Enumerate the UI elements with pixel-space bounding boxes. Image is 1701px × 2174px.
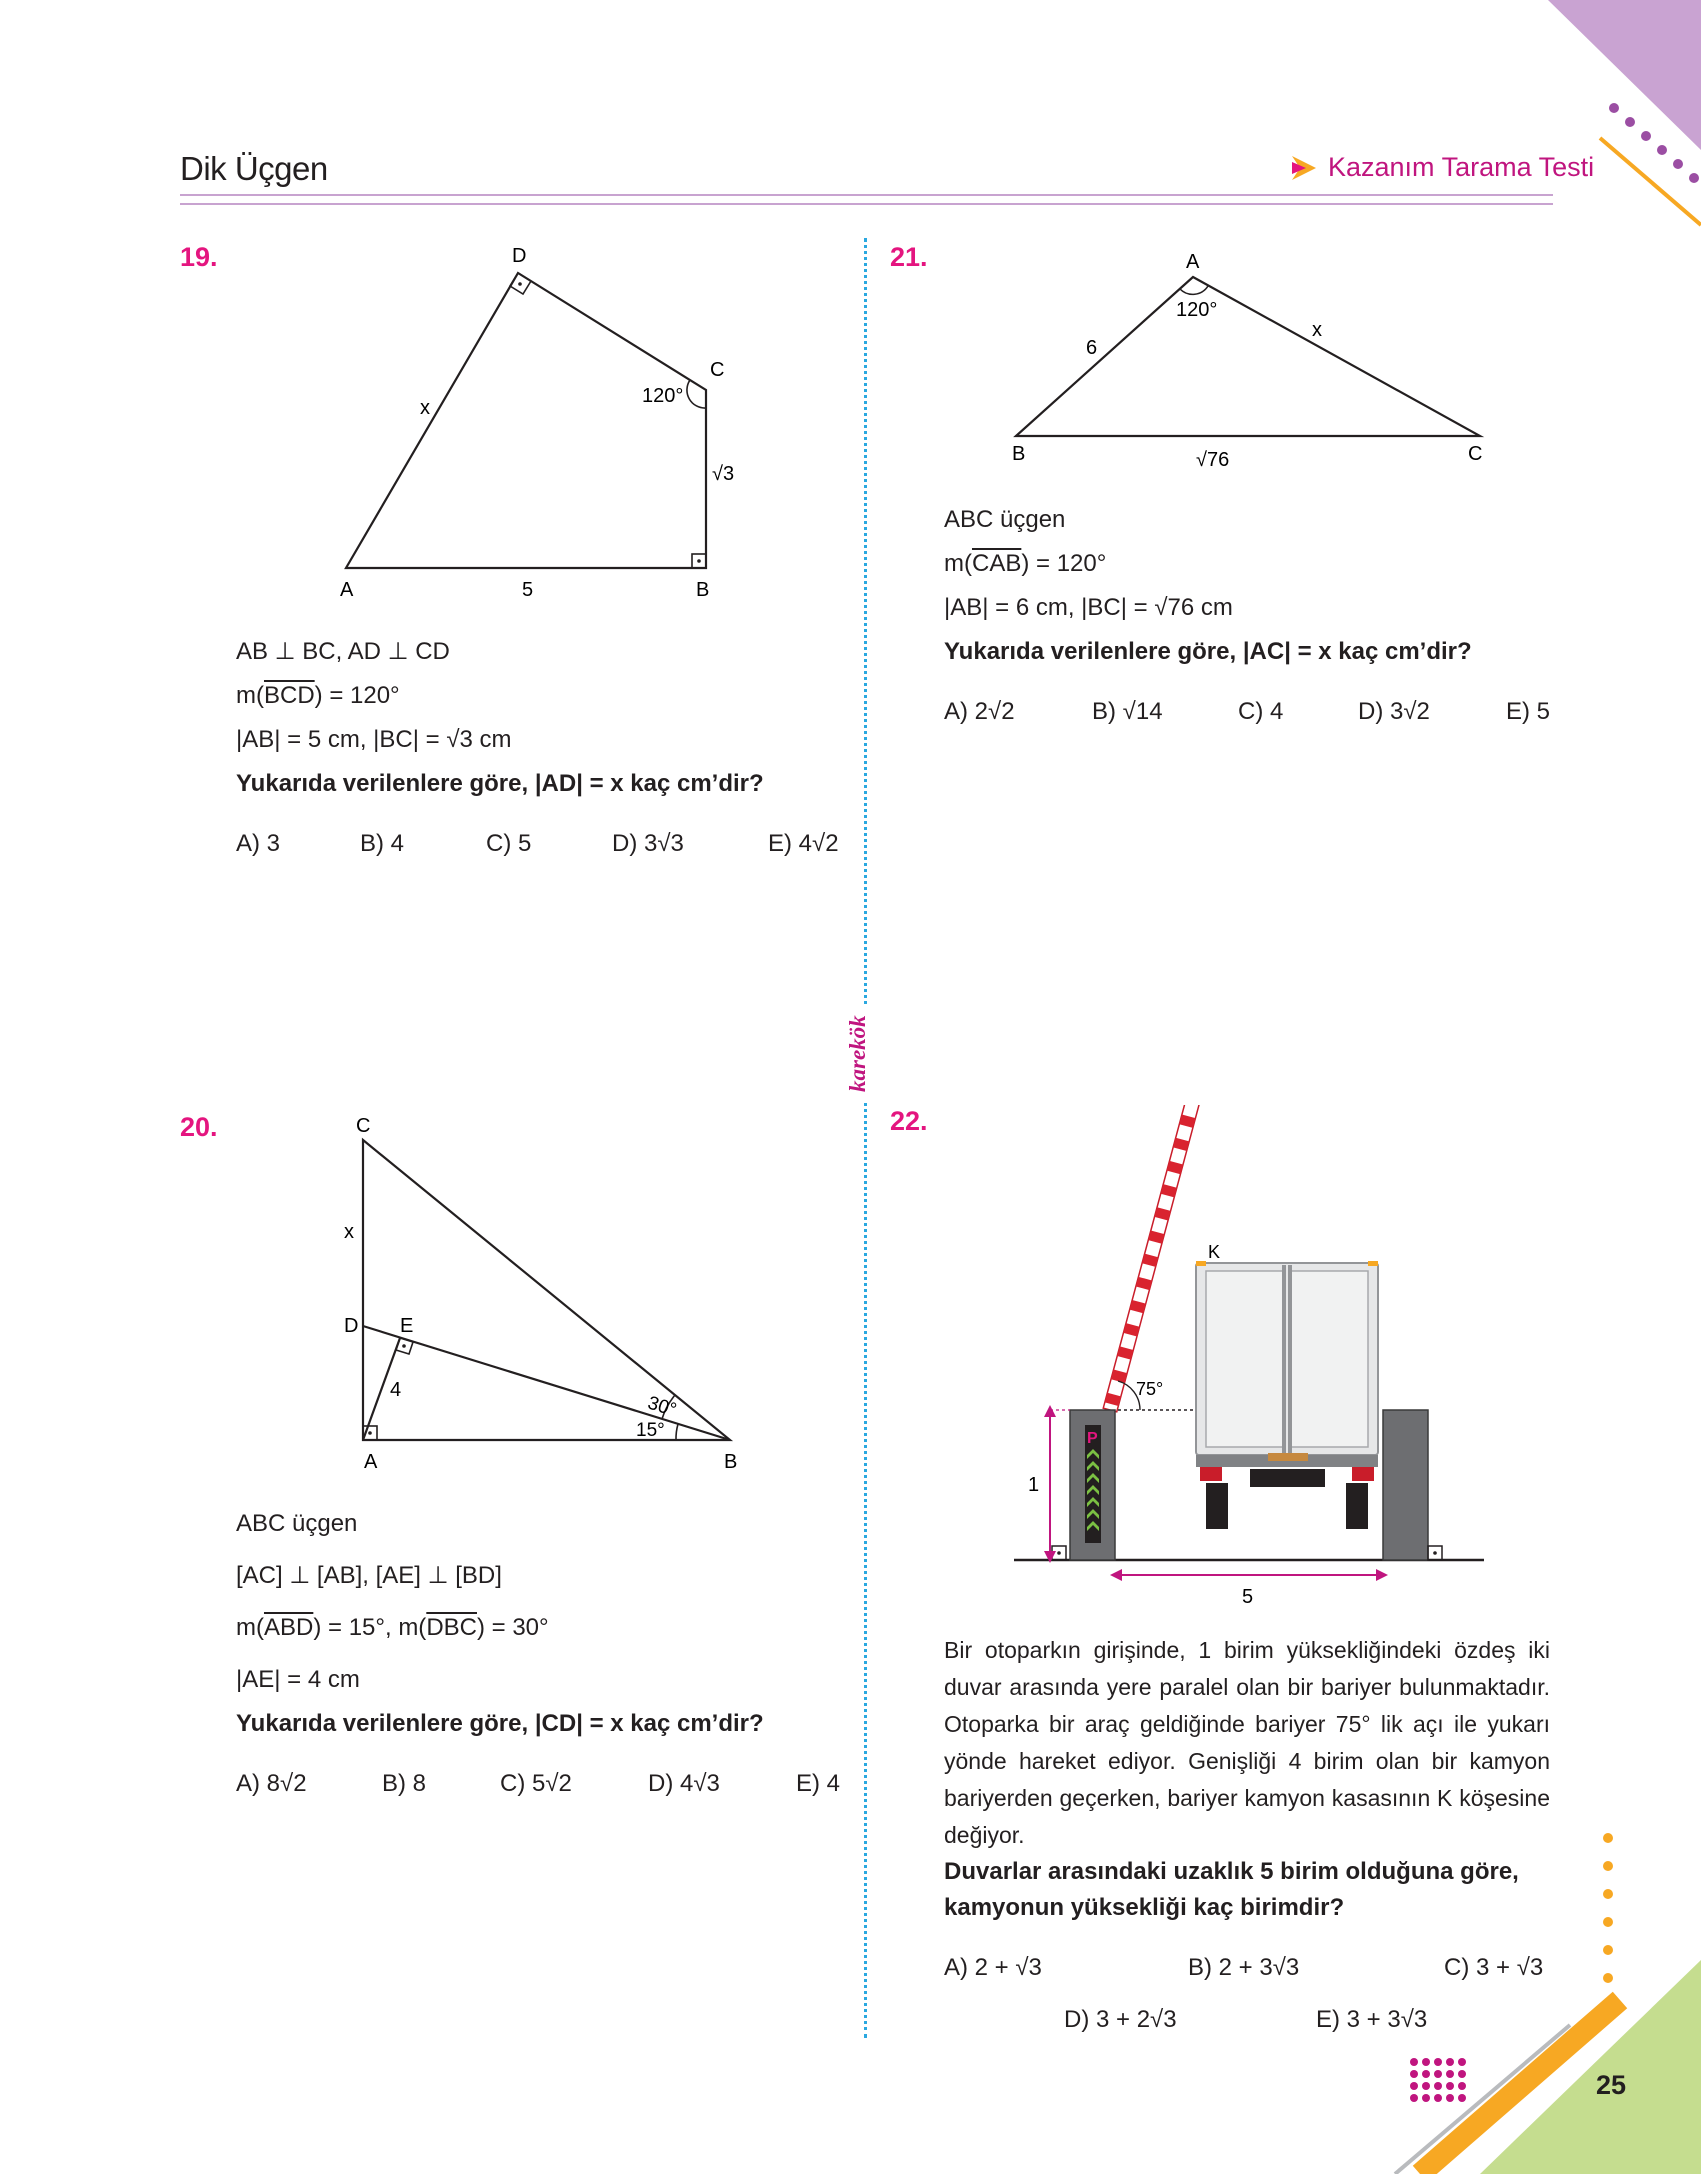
given-line: ABC üçgen [236,1510,358,1537]
question-number: 21. [890,242,928,272]
q22-figure [1010,1105,1490,1625]
corner-label: K [1208,1242,1221,1262]
question-text: Yukarıda verilenlere göre, |AC| = x kaç cm’dir? [944,638,1472,665]
height-label: 1 [1028,1474,1040,1496]
question-number: 22. [890,1106,928,1136]
test-badge [1290,152,1594,183]
q21-figure [1000,240,1520,480]
question-number: 20. [180,1112,218,1142]
angle-label: 120° [642,385,684,407]
angle-label: 75° [1136,1379,1164,1399]
option-a[interactable]: A) 2√2 [944,698,1015,725]
side-label: karekök [845,1007,871,1100]
header-rule [180,203,1553,205]
right-wall [1383,1410,1428,1560]
header-rule [180,194,1553,196]
angle-label: 120° [1176,299,1218,321]
given-line: $m(\overline{BCD}) = 120^\circ$ [236,682,400,709]
given-line: AB ⊥ BC, AD ⊥ CD [236,638,450,665]
option-d[interactable]: D) 3√3 [612,830,684,857]
angle-label: 15° [636,1420,665,1441]
given-line: |AB| = 5 cm, |BC| = √3 cm [236,726,512,753]
given-line: $m(\overline{ABD}) = 15^\circ$, $m(\overline{DBC}) = 30^\circ$ [236,1614,549,1641]
given-line: ABC üçgen [944,506,1066,533]
side-label: x [344,1221,354,1243]
given-line: |AE| = 4 cm [236,1666,360,1693]
given-line: $m(\overline{CAB}) = 120^\circ$ [944,550,1107,577]
dots-grid [1410,2058,1466,2102]
option-c[interactable]: C) 5√2 [500,1770,572,1797]
page-title: Dik Üçgen [180,150,328,187]
option-c[interactable]: C) 4 [1238,698,1284,725]
dots-right [1603,1833,1613,1983]
problem-paragraph: Bir otoparkın girişinde, 1 birim yüksekliğindeki özdeş iki duvar arasında yere paralel olan bir bariyer bulunmaktadır. Otoparka bir araç geldiğinde bariyer 75° lik açı ile yukarı yönde hareket ediyor. Genişliği 4 birim olan bir kamyon bariyerden geçerken, bariyer kamyon kasasının K köşesine değiyor. [944,1637,1550,1848]
side-label: √3 [712,463,735,485]
vertex-label: A [1186,251,1200,273]
option-c[interactable]: C) 3 + √3 [1444,1954,1544,1981]
corner-triangle-top [1548,0,1701,150]
option-b[interactable]: B) 2 + 3√3 [1188,1954,1300,1981]
given-line: |AB| = 6 cm, |BC| = √76 cm [944,594,1233,621]
side-label: x [1312,319,1322,341]
vertex-label: B [1012,443,1026,465]
option-b[interactable]: B) 8 [382,1770,427,1797]
option-b[interactable]: B) 4 [360,830,405,857]
vertex-label: C [356,1115,371,1137]
side-label: x [420,397,430,419]
arrow-icon [1290,154,1318,182]
column-divider [864,238,867,2038]
option-e[interactable]: E) 4 [796,1770,841,1797]
orange-stroke-top [1600,138,1701,225]
question-text: Duvarlar arasındaki uzaklık 5 birim olduğuna göre, [944,1858,1519,1885]
vertex-label: A [340,579,354,601]
side-label: 5 [522,579,534,601]
option-e[interactable]: E) 5 [1506,698,1551,725]
option-e[interactable]: E) 3 + 3√3 [1316,2006,1428,2033]
vertex-label: C [1468,443,1483,465]
side-label: √76 [1196,449,1230,471]
q20-figure [330,1110,770,1480]
question-number: 19. [180,242,218,272]
option-d[interactable]: D) 4√3 [648,1770,720,1797]
angle-label: 30° [645,1392,679,1422]
parking-sign: P [1087,1430,1098,1447]
vertex-label: B [724,1451,738,1473]
vertex-label: B [696,579,710,601]
page-number: 25 [1596,2070,1627,2100]
q19-figure [330,240,770,610]
question-text: Yukarıda verilenlere göre, |AD| = x kaç cm’dir? [236,770,764,797]
vertex-label: C [710,359,725,381]
given-line: [AC] ⊥ [AB], [AE] ⊥ [BD] [236,1562,502,1589]
vertex-label: D [344,1315,359,1337]
corner-triangle-bottom [1480,1960,1701,2174]
vertex-label: D [512,245,527,267]
badge-label: Kazanım Tarama Testi [1328,152,1595,182]
option-c[interactable]: C) 5 [486,830,532,857]
question-text: kamyonun yüksekliği kaç birimdir? [944,1894,1345,1921]
option-e[interactable]: E) 4√2 [768,830,839,857]
vertex-label: A [364,1451,378,1473]
side-label: 6 [1086,337,1098,359]
option-a[interactable]: A) 8√2 [236,1770,307,1797]
truck [1196,1261,1378,1529]
side-label: 4 [390,1379,402,1401]
option-a[interactable]: A) 2 + √3 [944,1954,1042,1981]
option-d[interactable]: D) 3 + 2√3 [1064,2006,1177,2033]
vertex-label: E [400,1315,414,1337]
option-a[interactable]: A) 3 [236,830,281,857]
option-d[interactable]: D) 3√2 [1358,698,1430,725]
question-text: Yukarıda verilenlere göre, |CD| = x kaç cm’dir? [236,1710,764,1737]
width-label: 5 [1242,1586,1254,1608]
option-b[interactable]: B) √14 [1092,698,1163,725]
